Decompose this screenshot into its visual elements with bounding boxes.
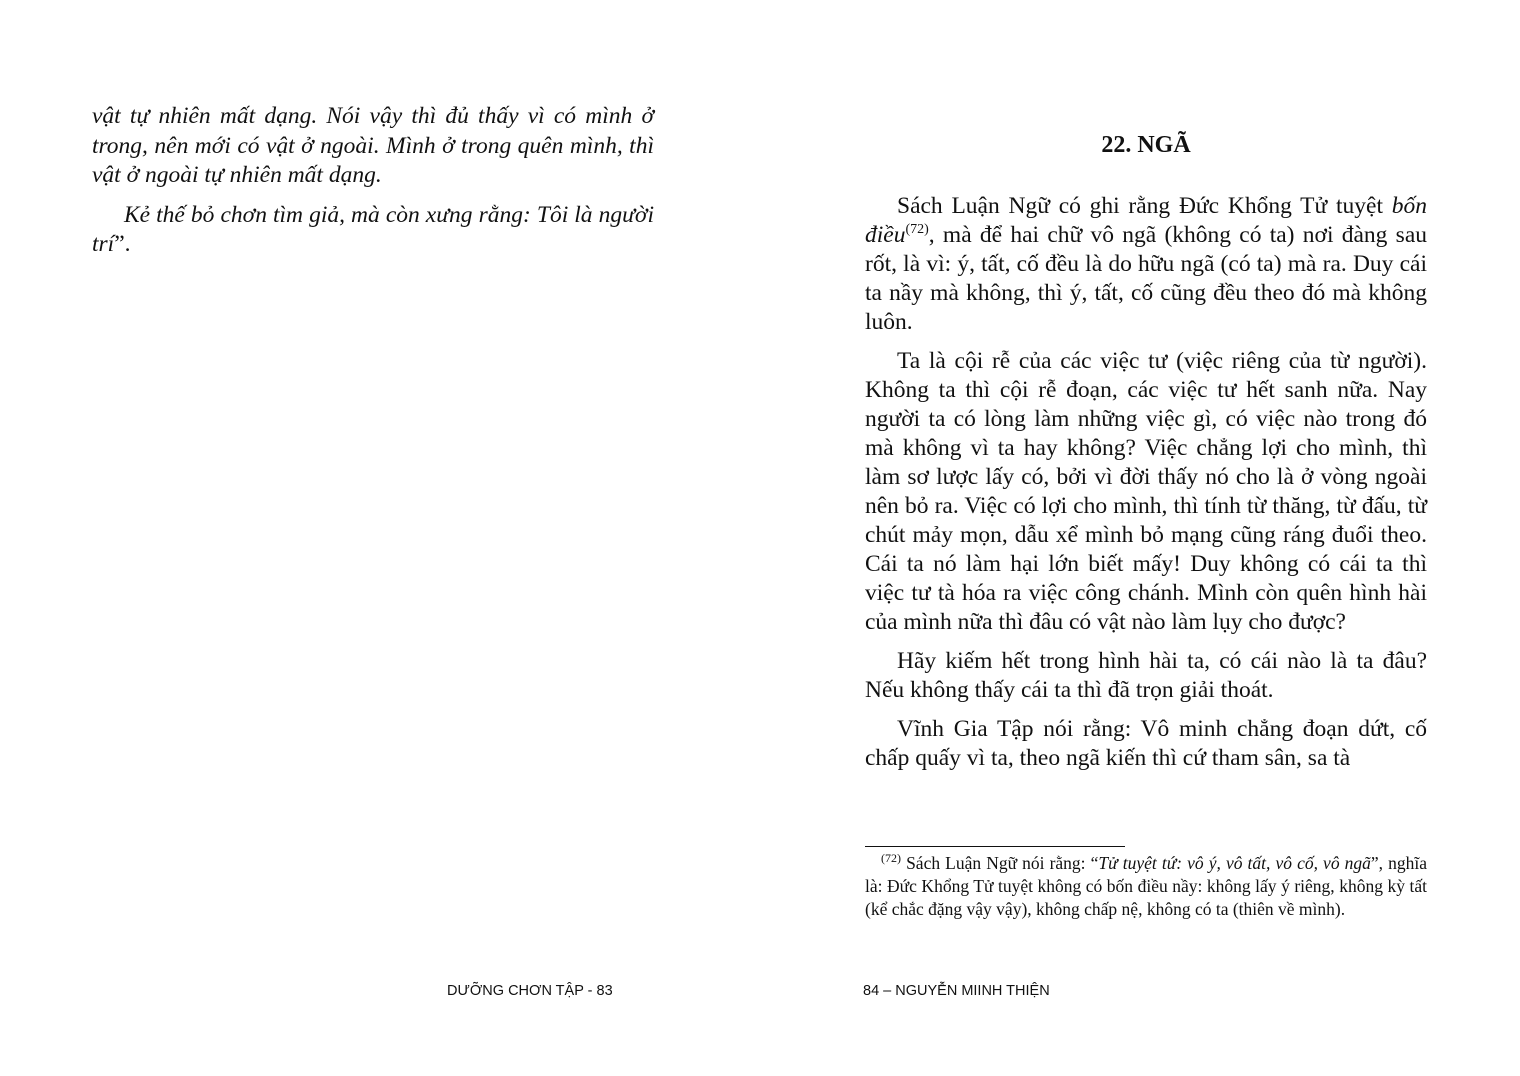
footnote-reference: (72) [905,222,929,238]
right-paragraph-1-italic: bốn điều [865,193,1427,248]
footnote-marker: (72) [881,851,901,866]
left-paragraph-2-tail: ”. [114,231,131,257]
right-paragraph-1-rest: , mà để hai chữ vô ngã (không có ta) nơi đàng sau rốt, là vì: ý, tất, cố đều là do hữu ngã (có ta) mà ra. Duy cái ta nầy mà không, thì ý, tất, cố cũng đều theo đó mà không luôn. [865,222,1427,335]
left-page-body [92,102,654,270]
left-page-footer: DƯỠNG CHƠN TẬP - 83 [447,983,613,999]
right-paragraph-3: Hãy kiếm hết trong hình hài ta, có cái nào là ta đâu? Nếu không thấy cái ta thì đã trọn giải thoát. [865,648,1427,703]
footnote [865,852,1427,921]
footnote-divider [865,846,1125,847]
footnote-text-end: ”, nghĩa là: Đức Khổng Tử tuyệt không có bốn điều nầy: không lấy ý riêng, không kỳ tất (kể chắc đặng vậy vậy), không chấp nệ, không có ta (thiên về mình). [865,853,1428,919]
left-paragraph-2-italic: Kẻ thế bỏ chơn tìm giả, mà còn xưng rằng: Tôi là người trí [92,201,654,257]
footnote-text-start: Sách Luận Ngữ nói rằng: “ [901,853,1099,873]
left-paragraph-2 [92,201,654,260]
right-paragraph-1-start: Sách Luận Ngữ có ghi rằng Đức Khổng Tử tuyệt [897,193,1392,219]
left-paragraph-1: vật tự nhiên mất dạng. Nói vậy thì đủ thấy vì có mình ở trong, nên mới có vật ở ngoài. Mình ở trong quên mình, thì vật ở ngoài tự nhiên mất dạng. [92,103,654,188]
right-page-body [865,192,1427,783]
chapter-title: 22. NGÃ [1101,132,1191,158]
footnote-italic: Tử tuyệt tứ: vô ý, vô tất, vô cố, vô ngã [1098,853,1371,873]
right-paragraph-1 [865,192,1427,337]
right-paragraph-2: Ta là cội rễ của các việc tư (việc riêng của từ người). Không ta thì cội rễ đoạn, các việc tư hết sanh nữa. Nay người ta có lòng làm những việc gì, có việc nào trong đó mà không vì ta hay không? Việc chẳng lợi cho mình, thì làm sơ lược lấy có, bởi vì đời thấy nó cho là ở vòng ngoài nên bỏ ra. Việc có lợi cho mình, thì tính từ thăng, từ đấu, từ chút mảy mọn, dẫu xể mình bỏ mạng cũng ráng đuổi theo. Cái ta nó làm hại lớn biết mấy! Duy không có cái ta thì việc tư tà hóa ra việc công chánh. Mình còn quên hình hài của mình nữa thì đâu có vật nào làm lụy cho được? [865,348,1427,635]
right-page-footer: 84 – NGUYỄN MIINH THIỆN [863,983,1050,999]
right-paragraph-4: Vĩnh Gia Tập nói rằng: Vô minh chẳng đoạn dứt, cố chấp quấy vì ta, theo ngã kiến thì cứ tham sân, sa tà [865,716,1427,771]
right-page [760,0,1520,1076]
